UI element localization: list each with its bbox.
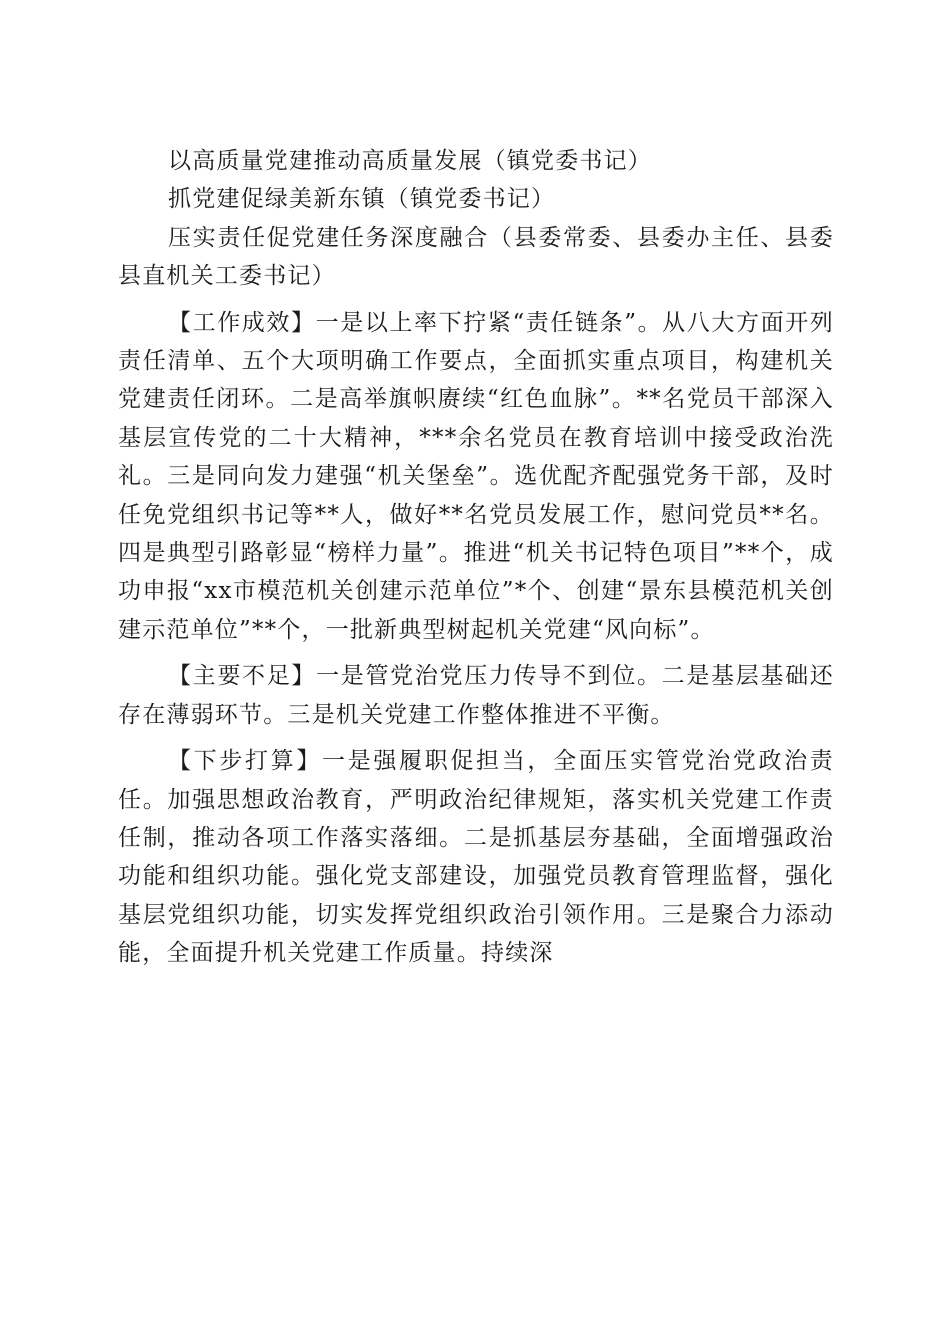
title-1: 以高质量党建推动高质量发展（镇党委书记）: [168, 148, 652, 174]
title-3: 压实责任促党建任务深度融合（县委常委、县委办主任、县委县直机关工委书记）: [118, 224, 834, 290]
paragraph-shortcomings: 【主要不足】一是管党治党压力传导不到位。二是基层基础还存在薄弱环节。三是机关党建工作整体推进不平衡。: [118, 663, 834, 728]
paragraph-next-plans: 【下步打算】一是强履职促担当，全面压实管党治党政治责任。加强思想政治教育，严明政治纪律规矩，落实机关党建工作责任制，推动各项工作落实落细。二是抓基层夯基础，全面增强政治功能和组织功能。强化党支部建设，加强党员教育管理监督，强化基层党组织功能，切实发挥党组织政治引领作用。三是聚合力添动能，全面提升机关党建工作质量。持续深: [118, 748, 834, 967]
document-page: [118, 142, 834, 973]
paragraph-work-results: 【工作成效】一是以上率下拧紧“责任链条”。从八大方面开列责任清单、五个大项明确工作要点，全面抓实重点项目，构建机关党建责任闭环。二是高举旗帜赓续“红色血脉”。**名党员干部深入基层宣传党的二十大精神，***余名党员在教育培训中接受政治洗礼。三是同向发力建强“机关堡垒”。选优配齐配强党务干部，及时任免党组织书记等**人，做好**名党员发展工作，慰问党员**名。四是典型引路彰显“榜样力量”。推进“机关书记特色项目”**个，成功申报“xx市模范机关创建示范单位”*个、创建“景东县模范机关创建示范单位”**个，一批新典型树起机关党建“风向标”。: [118, 309, 834, 643]
title-2: 抓党建促绿美新东镇（镇党委书记）: [168, 186, 556, 213]
